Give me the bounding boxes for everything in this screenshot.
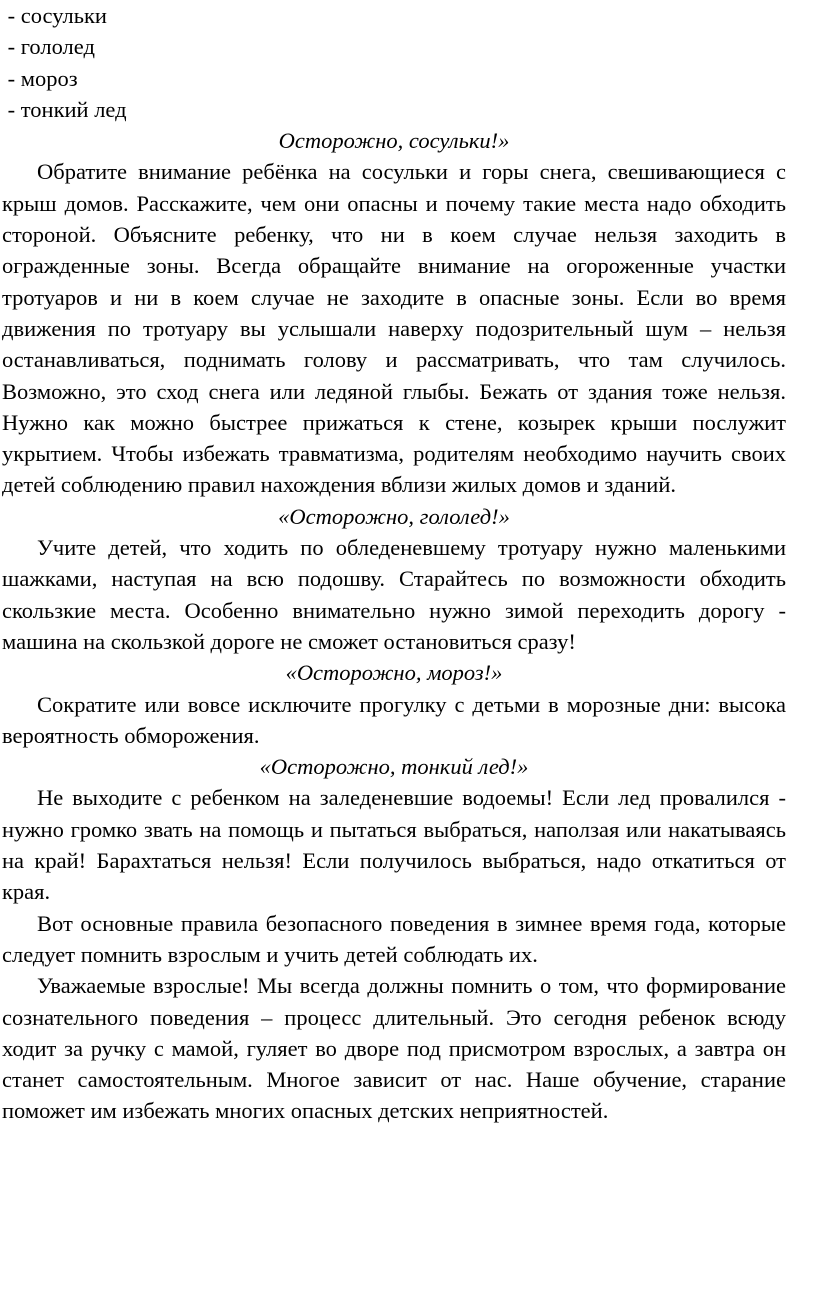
paragraph-thin-ice: Не выходите с ребенком на заледеневшие водоемы! Если лед провалился - нужно громко звать на помощь и пытаться выбраться, наползая или накатываясь на край! Барахтаться нельзя! Если получилось выбраться, надо откатиться от края. xyxy=(2,785,786,905)
list-item-frost: - мороз xyxy=(2,65,78,91)
paragraph-appeal: Уважаемые взрослые! Мы всегда должны помнить о том, что формирование сознательного поведения – процесс длительный. Это сегодня ребенок всюду ходит за ручку с мамой, гуляет во дворе под присмотром взрослых, а завтра он станет самостоятельным. Многое зависит от нас. Наше обучение, старание поможет им избежать многих опасных детских неприятностей. xyxy=(2,973,786,1124)
heading-frost: «Осторожно, мороз!» xyxy=(285,660,503,686)
heading-thin-ice: «Осторожно, тонкий лед!» xyxy=(259,754,529,780)
heading-icicles: Осторожно, сосульки!» xyxy=(278,128,510,154)
list-item-icicles: - сосульки xyxy=(2,3,107,28)
paragraph-frost: Сократите или вовсе исключите прогулку с детьми в морозные дни: высока вероятность обморожения. xyxy=(2,691,786,748)
list-item-ice: - гололед xyxy=(2,34,95,60)
paragraph-icicles: Обратите внимание ребёнка на сосульки и горы снега, свешивающиеся с крыш домов. Расскажите, чем они опасны и почему такие места надо обходить стороной. Объясните ребенку, что ни в коем случае нельзя заходить в огражденные зоны. Всегда обращайте внимание на огороженные участки тротуаров и ни в коем случае не заходите в опасные зоны. Если во время движения по тротуару вы услышали наверху подозрительный шум – нельзя останавливаться, поднимать голову и рассматривать, что там случилось. Возможно, это сход снега или ледяной глыбы. Бежать от здания тоже нельзя. Нужно как можно быстрее прижаться к стене, козырек крыши послужит укрытием. Чтобы избежать травматизма, родителям необходимо научить своих детей соблюдению правил нахождения вблизи жилых домов и зданий. xyxy=(2,159,786,498)
heading-ice: «Осторожно, гололед!» xyxy=(278,503,510,529)
paragraph-summary: Вот основные правила безопасного поведения в зимнее время года, которые следует помнить взрослым и учить детей соблюдать их. xyxy=(2,910,786,967)
paragraph-ice: Учите детей, что ходить по обледеневшему тротуару нужно маленькими шажками, наступая на всю подошву. Старайтесь по возможности обходить скользкие места. Особенно внимательно нужно зимой переходить дорогу - машина на скользкой дороге не сможет остановиться сразу! xyxy=(2,535,786,654)
list-item-thin-ice: - тонкий лед xyxy=(2,96,127,122)
